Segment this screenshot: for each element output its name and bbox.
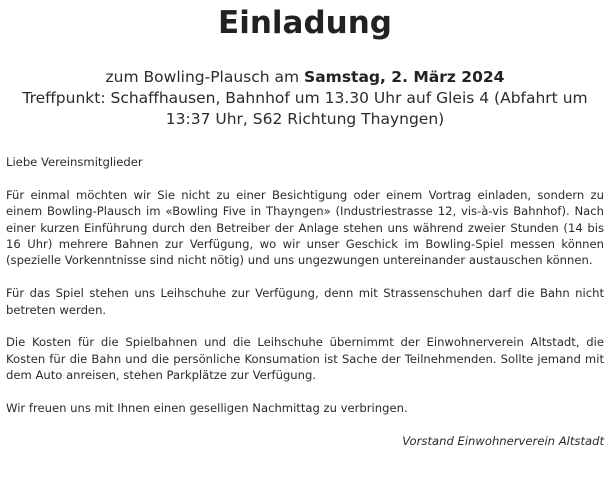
body-paragraph-costs: Die Kosten für die Spielbahnen und die Leihschuhe übernimmt der Einwohnerverein Altstadt, die Kosten für die Bahn und die persönliche Konsumation ist Sache der Teilnehmenden. Sollte jemand mit dem Auto anreisen, stehen Parkplätze zur Verfügung.: [6, 335, 604, 383]
greeting: Liebe Vereinsmitglieder: [6, 155, 143, 169]
body-paragraph-closing: Wir freuen uns mit Ihnen einen geselligen Nachmittag zu verbringen.: [6, 401, 408, 416]
invitation-title: Einladung: [218, 5, 392, 41]
body-paragraph-shoes: Für das Spiel stehen uns Leihschuhe zur Verfügung, denn mit Strassenschuhen darf die Bahn nicht betreten werden.: [6, 286, 604, 317]
body-paragraph-intro: Für einmal möchten wir Sie nicht zu einer Besichtigung oder einem Vortrag einladen, sondern zu einem Bowling-Plausch im «Bowling Five in Thayngen» (Industriestrasse 12, vis-à-vis Bahnhof). Nach einer kurzen Einführung durch den Betreiber der Anlage stehen uns während zweier Stunden (14 bis 16 Uhr) mehrere Bahnen zur Verfügung, wo wir unser Geschick im Bowling-Spiel messen können (spezielle Vorkenntnisse sind nicht nötig) und uns ungezwungen untereinander austauschen können.: [6, 187, 604, 268]
signature: Vorstand Einwohnerverein Altstadt: [402, 433, 604, 448]
meeting-point: Treffpunkt: Schaffhausen, Bahnhof um 13.30 Uhr auf Gleis 4 (Abfahrt um 13:37 Uhr, S62 Richtung Thayngen): [22, 89, 588, 128]
event-date: Samstag, 2. März 2024: [304, 68, 505, 86]
event-subtitle-prefix: zum Bowling-Plausch am: [105, 68, 305, 86]
event-subtitle: [6, 67, 604, 88]
